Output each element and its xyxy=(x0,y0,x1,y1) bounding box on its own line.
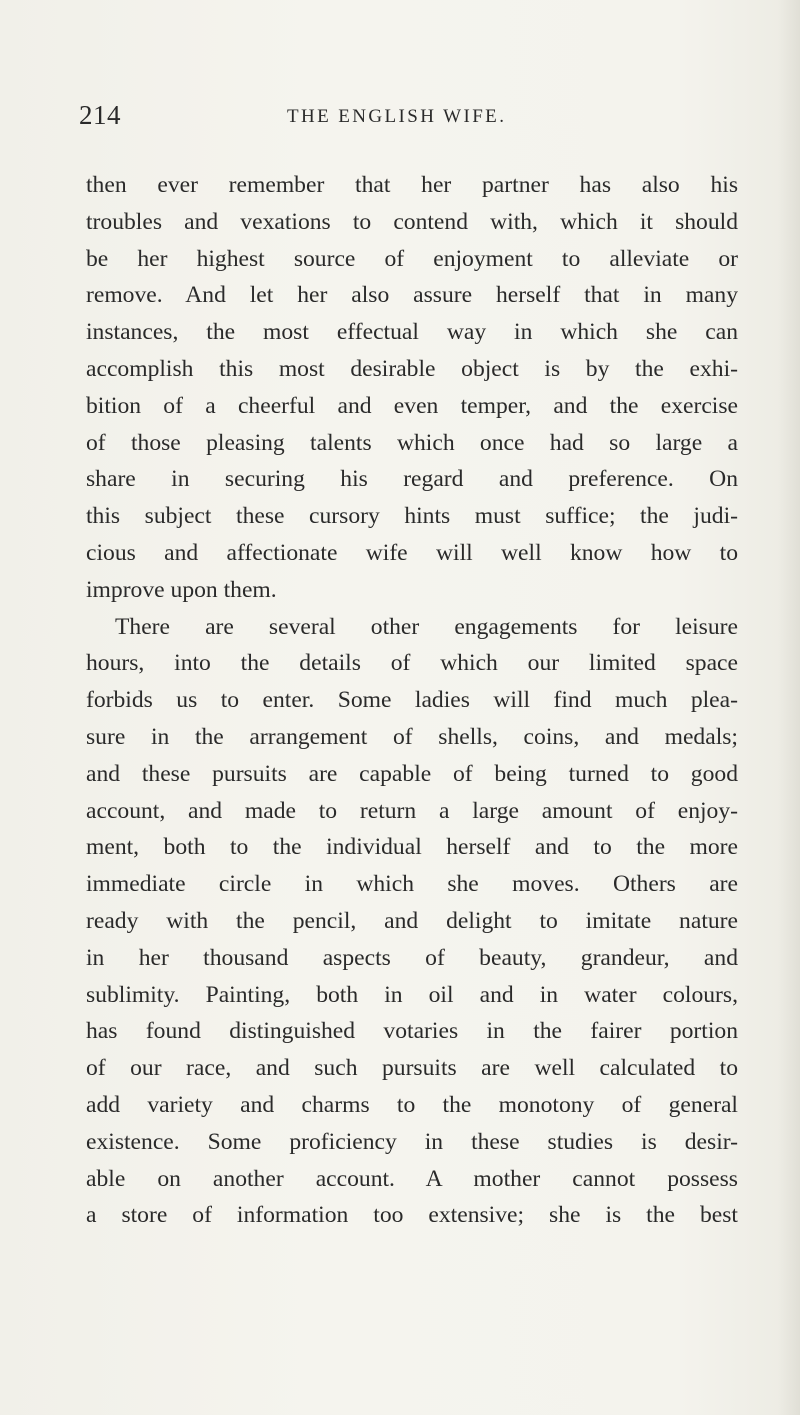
running-title: THE ENGLISH WIFE. xyxy=(287,106,507,127)
page-edge-shadow xyxy=(778,0,800,1415)
text-line: immediate circle in which she moves. Others are xyxy=(86,871,738,898)
text-line: ready with the pencil, and delight to imitate nature xyxy=(86,907,738,934)
text-line: remove. And let her also assure herself that in many xyxy=(86,282,738,309)
text-line: in her thousand aspects of beauty, grandeur, and xyxy=(86,944,738,971)
text-line: has found distinguished votaries in the fairer portion xyxy=(86,1018,738,1045)
text-line: this subject these cursory hints must suffice; the judi- xyxy=(86,503,738,530)
text-line: able on another account. A mother cannot possess xyxy=(86,1165,738,1192)
text-line: sure in the arrangement of shells, coins, and medals; xyxy=(86,723,738,750)
text-line: accomplish this most desirable object is by the exhi- xyxy=(86,355,738,382)
text-line: sublimity. Painting, both in oil and in water colours, xyxy=(86,981,738,1008)
text-line: of our race, and such pursuits are well calculated to xyxy=(86,1055,738,1082)
text-line: of those pleasing talents which once had so large a xyxy=(86,429,738,456)
page-header xyxy=(0,100,800,140)
text-line: existence. Some proficiency in these studies is desir- xyxy=(86,1128,738,1155)
page-number: 214 xyxy=(79,100,121,130)
paragraph-start-line: There are several other engagements for leisure xyxy=(115,613,738,640)
text-line: be her highest source of enjoyment to alleviate or xyxy=(86,245,738,272)
text-line: and these pursuits are capable of being turned to good xyxy=(86,760,738,787)
text-line: troubles and vexations to contend with, which it should xyxy=(86,208,738,235)
text-line: account, and made to return a large amount of enjoy- xyxy=(86,797,738,824)
text-line: hours, into the details of which our limited space xyxy=(86,650,738,677)
paragraph-end-line: improve upon them. xyxy=(86,576,277,603)
body-text xyxy=(86,167,738,1234)
text-line: then ever remember that her partner has also his xyxy=(86,172,738,198)
text-line: a store of information too extensive; she is the best xyxy=(86,1202,738,1229)
text-line: ment, both to the individual herself and to the more xyxy=(86,834,738,861)
text-line: cious and affectionate wife will well know how to xyxy=(86,539,738,566)
text-line: share in securing his regard and preference. On xyxy=(86,466,738,493)
text-line: bition of a cheerful and even temper, and the exercise xyxy=(86,392,738,419)
text-line: forbids us to enter. Some ladies will find much plea- xyxy=(86,687,738,714)
text-line: instances, the most effectual way in which she can xyxy=(86,319,738,346)
text-line: add variety and charms to the monotony of general xyxy=(86,1091,738,1118)
